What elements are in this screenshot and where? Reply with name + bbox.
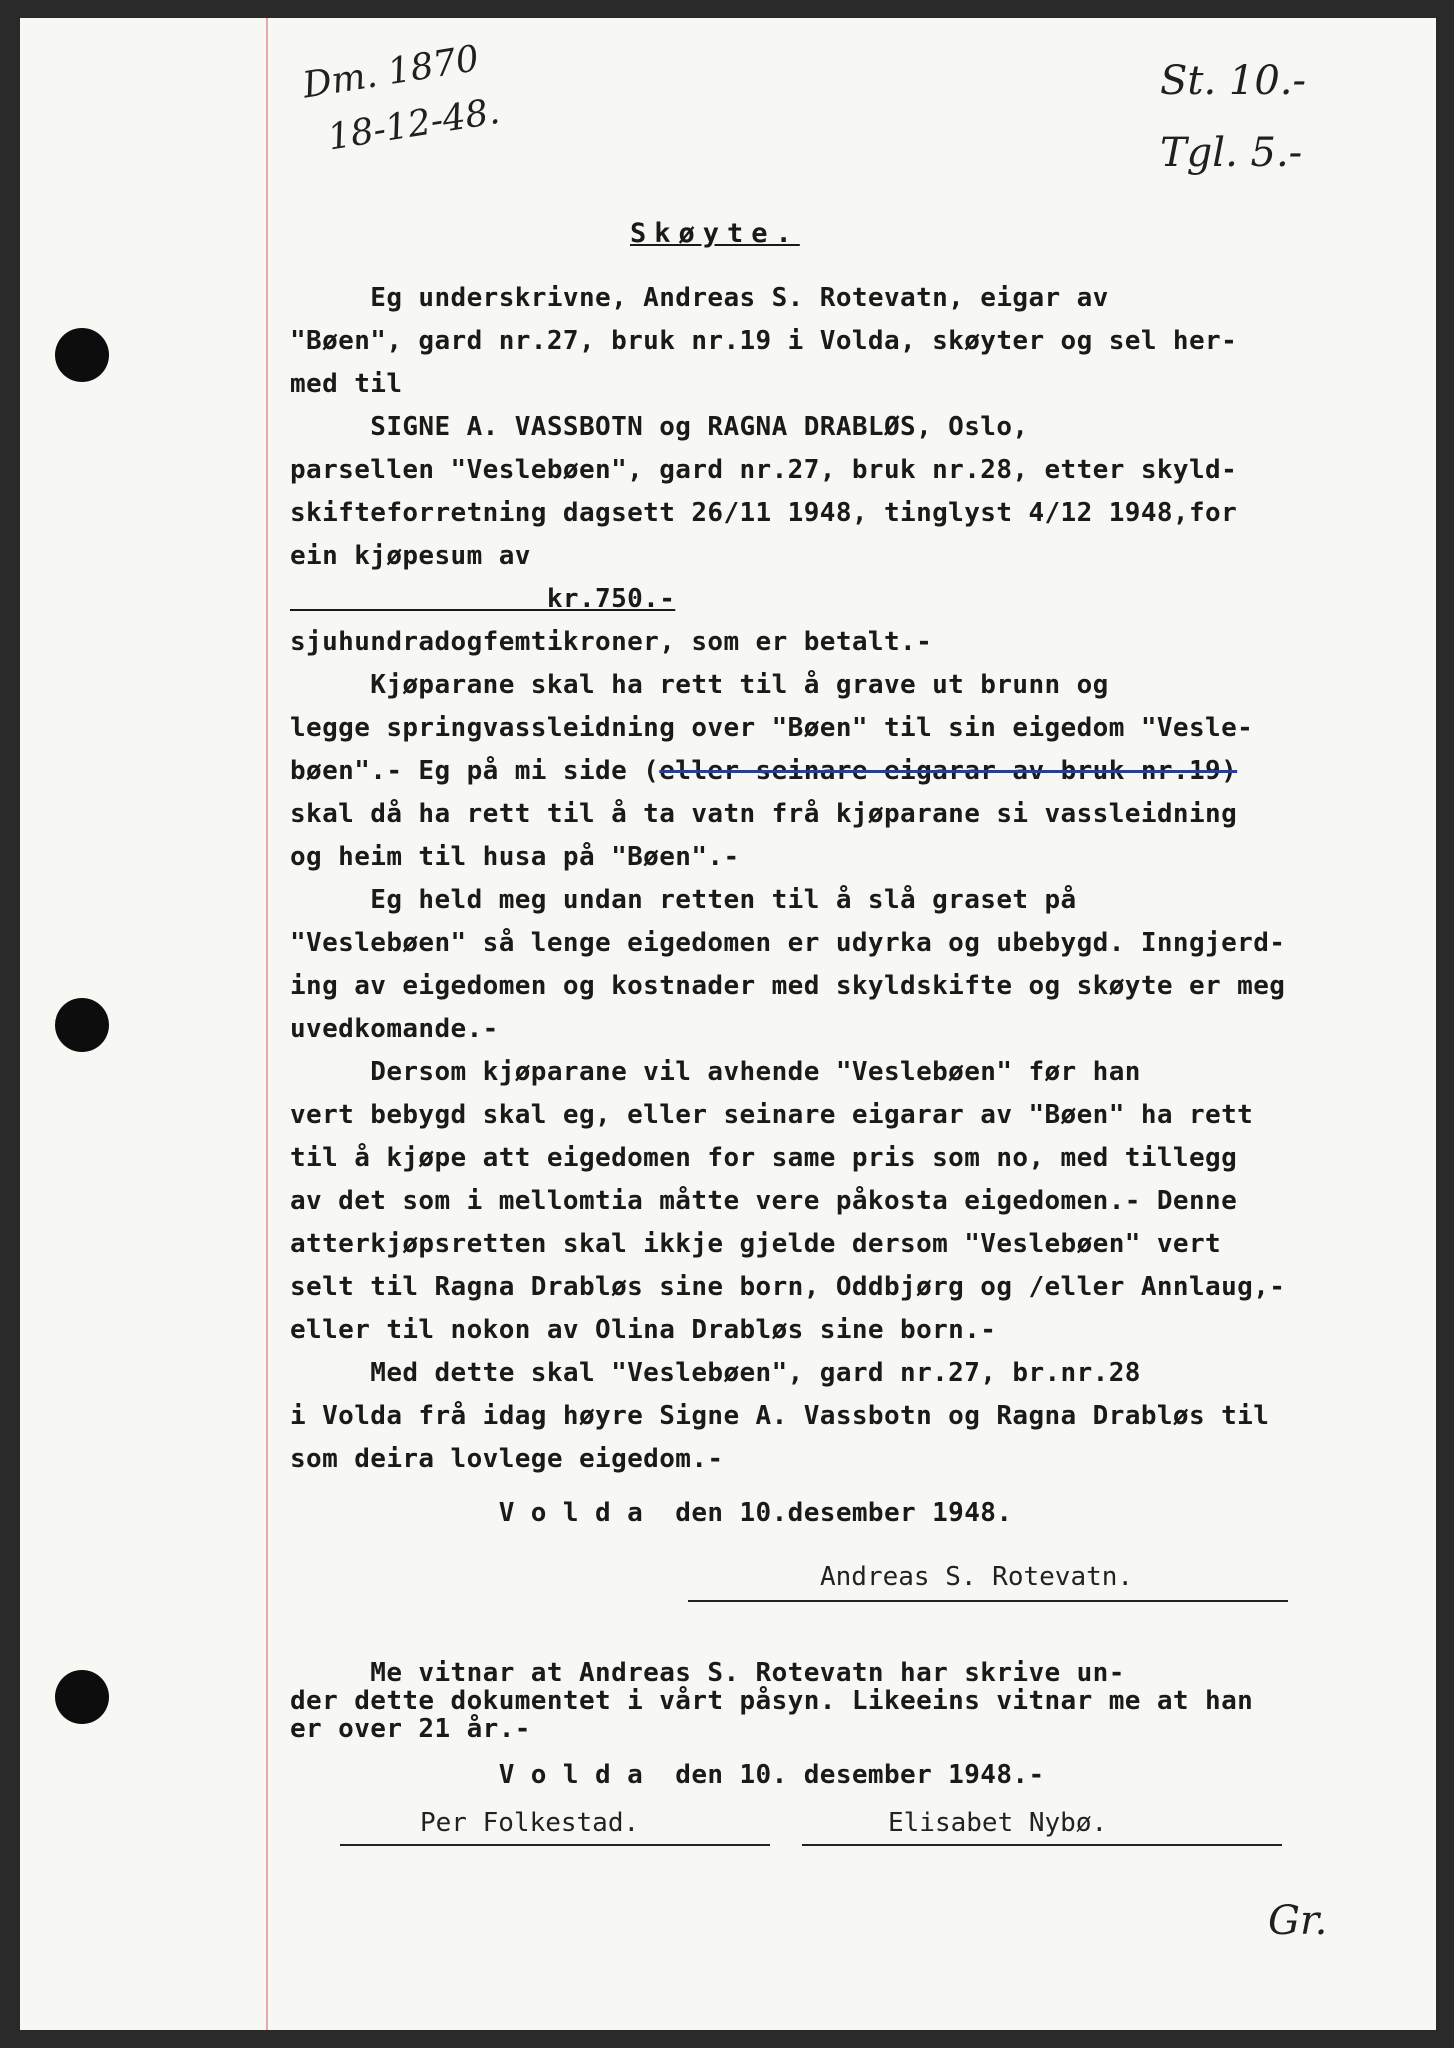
text-line: Eg underskrivne, Andreas S. Rotevatn, eigar av	[290, 283, 1109, 313]
text-line: vert bebygd skal eg, eller seinare eigarar av "Bøen" ha rett	[290, 1100, 1254, 1130]
text-line: Me vitnar at Andreas S. Rotevatn har skrive un-	[290, 1658, 1125, 1688]
text-line: og heim til husa på "Bøen".-	[290, 842, 740, 872]
text-line: "Bøen", gard nr.27, bruk nr.19 i Volda, skøyter og sel her-	[290, 326, 1238, 356]
text-line: med til	[290, 369, 403, 399]
document-title: Skøyte.	[630, 218, 800, 249]
text-line: sjuhundradogfemtikroner, som er betalt.-	[290, 627, 933, 657]
punch-hole-icon	[55, 1670, 109, 1724]
text-line: er over 21 år.-	[290, 1714, 531, 1744]
text-line: Kjøparane skal ha rett til å grave ut brunn og	[290, 670, 1109, 700]
text-line: Med dette skal "Veslebøen", gard nr.27, br.nr.28	[290, 1358, 1141, 1388]
text-line: ein kjøpesum av	[290, 541, 531, 571]
text-line-start: bøen".- Eg på mi side (	[290, 756, 660, 786]
purchase-amount: kr.750.-	[290, 584, 676, 614]
text-line	[290, 756, 1400, 786]
text-line: "Veslebøen" så lenge eigedomen er udyrka og ubebygd. Inngjerd-	[290, 928, 1286, 958]
text-line: skifteforretning dagsett 26/11 1948, tinglyst 4/12 1948,for	[290, 498, 1238, 528]
punch-hole-icon	[55, 998, 109, 1052]
struck-text: eller seinare eigarar av bruk nr.19)	[659, 756, 1238, 786]
text-line: uvedkomande.-	[290, 1014, 499, 1044]
witness-signature: Per Folkestad.	[420, 1808, 640, 1838]
text-line: i Volda frå idag høyre Signe A. Vassbotn og Ragna Drabløs til	[290, 1401, 1270, 1431]
registration-date: 18-12-48.	[325, 90, 503, 159]
signature-line	[688, 1600, 1288, 1602]
text-line: parsellen "Veslebøen", gard nr.27, bruk nr.28, etter skyld-	[290, 455, 1238, 485]
text-line: SIGNE A. VASSBOTN og RAGNA DRABLØS, Oslo,	[290, 412, 1029, 442]
text-line: skal då ha rett til å ta vatn frå kjøparane si vassleidning	[290, 799, 1238, 829]
registration-number: Dm. 1870	[300, 38, 482, 107]
text-line: legge springvassleidning over "Bøen" til sin eigedom "Vesle-	[290, 713, 1254, 743]
margin-line	[266, 18, 268, 2030]
text-line: der dette dokumentet i vårt påsyn. Likeeins vitnar me at han	[290, 1686, 1254, 1716]
witness-signature: Elisabet Nybø.	[888, 1808, 1108, 1838]
stamp-fee: St. 10.-	[1160, 58, 1307, 104]
place-date-line: V o l d a den 10. desember 1948.-	[290, 1760, 1045, 1790]
punch-hole-icon	[55, 328, 109, 382]
place-date-line: V o l d a den 10.desember 1948.	[290, 1498, 1013, 1528]
text-line: Dersom kjøparane vil avhende "Veslebøen" før han	[290, 1057, 1141, 1087]
clerk-initials: Gr.	[1268, 1898, 1328, 1944]
text-line: atterkjøpsretten skal ikkje gjelde dersom "Veslebøen" vert	[290, 1229, 1222, 1259]
text-line: til å kjøpe att eigedomen for same pris som no, med tillegg	[290, 1143, 1238, 1173]
text-line: selt til Ragna Drabløs sine born, Oddbjørg og /eller Annlaug,-	[290, 1272, 1286, 1302]
text-line: Eg held meg undan retten til å slå graset på	[290, 885, 1077, 915]
text-line: som deira lovlege eigedom.-	[290, 1444, 724, 1474]
text-line: ing av eigedomen og kostnader med skyldskifte og skøyte er meg	[290, 971, 1286, 1001]
text-line: av det som i mellomtia måtte vere påkosta eigedomen.- Denne	[290, 1186, 1238, 1216]
text-line: eller til nokon av Olina Drabløs sine born.-	[290, 1315, 997, 1345]
registration-fee: Tgl. 5.-	[1160, 130, 1303, 176]
signature-line	[340, 1844, 770, 1846]
document-page	[20, 18, 1436, 2030]
seller-signature: Andreas S. Rotevatn.	[820, 1562, 1134, 1592]
signature-line	[802, 1844, 1282, 1846]
